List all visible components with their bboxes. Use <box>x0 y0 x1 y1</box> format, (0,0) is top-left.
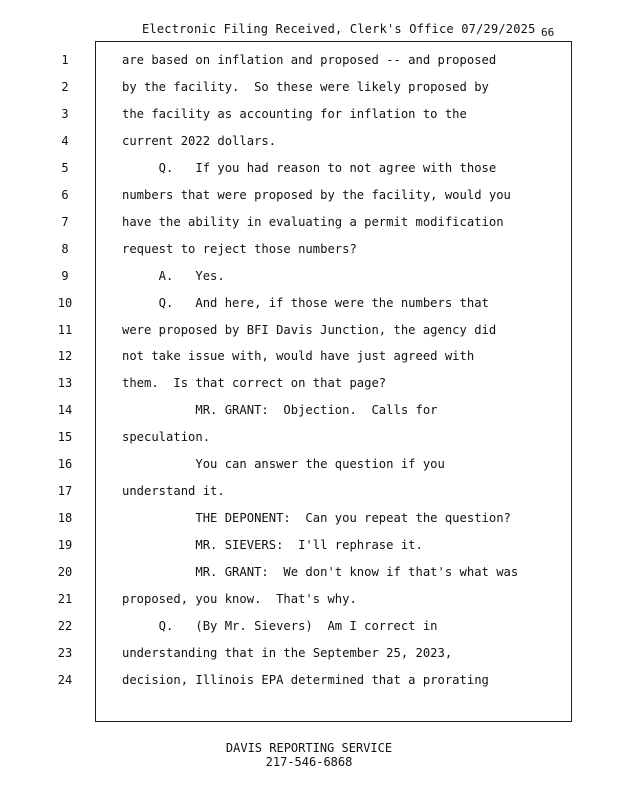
line-number: 3 <box>61 106 69 121</box>
line-number: 2 <box>61 79 69 94</box>
reporting-company: DAVIS REPORTING SERVICE <box>225 741 393 755</box>
transcript-line <box>0 532 618 559</box>
line-number: 12 <box>57 349 73 364</box>
line-text: MR. SIEVERS: I'll rephrase it. <box>122 538 423 553</box>
line-text: are based on inflation and proposed -- and proposed <box>122 53 497 67</box>
line-text: have the ability in evaluating a permit modification <box>122 214 504 229</box>
filing-stamp: Electronic Filing Received, Clerk's Office 07/29/2025 <box>142 22 536 36</box>
line-number: 11 <box>57 322 73 337</box>
line-text: by the facility. So these were likely proposed by <box>122 79 489 94</box>
transcript-line <box>0 586 618 613</box>
line-number: 15 <box>57 430 73 445</box>
line-number: 24 <box>57 672 73 687</box>
line-number: 8 <box>61 241 69 256</box>
transcript-line <box>0 667 618 694</box>
line-number: 16 <box>57 457 73 472</box>
line-text: them. Is that correct on that page? <box>122 376 387 391</box>
transcript-line <box>0 101 618 128</box>
line-text: not take issue with, would have just agreed with <box>122 349 475 364</box>
transcript-line <box>0 128 618 155</box>
transcript-line <box>0 370 618 397</box>
line-number: 14 <box>57 403 73 418</box>
transcript-line <box>0 155 618 182</box>
line-text: numbers that were proposed by the facility, would you <box>122 187 511 202</box>
line-text: A. Yes. <box>122 268 225 283</box>
line-text: proposed, you know. That's why. <box>122 592 357 606</box>
line-text: Q. (By Mr. Sievers) Am I correct in <box>122 618 438 633</box>
transcript-line <box>0 640 618 667</box>
line-number: 22 <box>57 618 73 633</box>
line-number: 21 <box>57 592 73 606</box>
line-number: 6 <box>61 187 69 202</box>
line-text: speculation. <box>122 430 211 445</box>
line-number: 4 <box>61 133 69 148</box>
transcript-line <box>0 263 618 290</box>
transcript-line <box>0 397 618 424</box>
line-text: were proposed by BFI Davis Junction, the agency did <box>122 322 497 337</box>
transcript-line <box>0 236 618 263</box>
line-text: MR. GRANT: We don't know if that's what was <box>122 565 519 580</box>
transcript-line <box>0 290 618 317</box>
transcript-line <box>0 478 618 505</box>
transcript-line <box>0 451 618 478</box>
line-text: the facility as accounting for inflation to the <box>122 106 467 121</box>
transcript-line <box>0 559 618 586</box>
transcript-line <box>0 613 618 640</box>
line-number: 23 <box>57 645 73 660</box>
transcript-line <box>0 74 618 101</box>
line-number: 13 <box>57 376 73 391</box>
line-text: THE DEPONENT: Can you repeat the question? <box>122 511 511 526</box>
transcript-line <box>0 424 618 451</box>
line-number: 9 <box>61 268 69 283</box>
transcript-line <box>0 317 618 344</box>
transcript-line <box>0 47 618 74</box>
reporting-phone: 217-546-6868 <box>265 755 353 769</box>
line-number: 17 <box>57 484 73 499</box>
line-text: You can answer the question if you <box>122 457 445 472</box>
line-text: current 2022 dollars. <box>122 133 277 148</box>
line-number: 20 <box>57 565 73 580</box>
line-number: 7 <box>61 214 69 229</box>
line-text: understanding that in the September 25, 2023, <box>122 645 453 660</box>
line-number: 10 <box>57 295 73 310</box>
transcript-line <box>0 343 618 370</box>
transcript-line <box>0 182 618 209</box>
line-text: request to reject those numbers? <box>122 241 357 256</box>
line-text: MR. GRANT: Objection. Calls for <box>122 403 438 418</box>
transcript-line <box>0 209 618 236</box>
footer <box>0 741 618 769</box>
line-text: understand it. <box>122 484 225 499</box>
line-number: 19 <box>57 538 73 553</box>
line-text: decision, Illinois EPA determined that a prorating <box>122 672 489 687</box>
transcript-line <box>0 505 618 532</box>
line-text: Q. If you had reason to not agree with those <box>122 160 497 175</box>
line-text: Q. And here, if those were the numbers that <box>122 295 489 310</box>
page-number: 66 <box>541 26 555 39</box>
line-number: 1 <box>61 53 69 67</box>
line-number: 18 <box>57 511 73 526</box>
line-number: 5 <box>61 160 69 175</box>
